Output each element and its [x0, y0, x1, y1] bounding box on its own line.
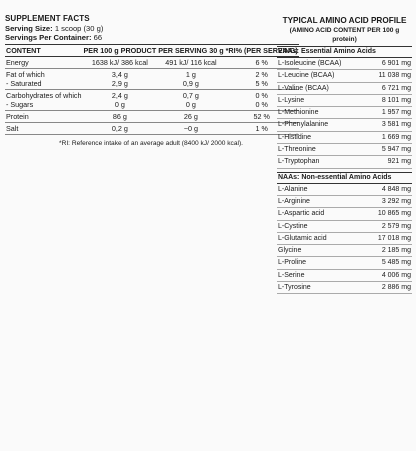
- nutrition-cell-subvalue: 0 g: [185, 100, 196, 109]
- amino-row: [277, 156, 412, 168]
- col-header-ri: *RI% (PER SERVING): [225, 46, 298, 55]
- serving-size-label: Serving Size:: [5, 24, 53, 33]
- nutrition-cell-value: 3,4 g: [111, 70, 128, 79]
- nutrition-cell: [5, 69, 83, 90]
- eaa-list: [277, 58, 412, 169]
- amino-value: 5 947 mg: [381, 146, 411, 154]
- nutrition-cell: [83, 90, 158, 111]
- amino-name: L-Phenylalanine: [278, 121, 329, 129]
- col-header-per-100g: PER 100 g PRODUCT: [83, 46, 157, 55]
- amino-row: [277, 208, 412, 220]
- amino-name: L-Threonine: [278, 146, 316, 154]
- nutrition-cell: [83, 69, 158, 90]
- nutrition-row: [5, 111, 299, 123]
- facts-title: SUPPLEMENT FACTS: [5, 14, 90, 23]
- nutrition-cell-value: 6 %: [255, 58, 268, 67]
- amino-value: 6 901 mg: [381, 60, 411, 67]
- nutrition-cell: [157, 90, 224, 111]
- servings-per-container: [5, 33, 267, 42]
- amino-name: L-Histidine: [278, 133, 312, 141]
- nutrition-cell: [157, 57, 224, 69]
- amino-name: L-Proline: [278, 259, 307, 267]
- nutrition-cell-value: 26 g: [183, 112, 198, 121]
- amino-name: L-Aspartic acid: [278, 210, 325, 218]
- nutrition-cell-value: Protein: [6, 112, 29, 121]
- naa-heading: NAAs: Non-essential Amino Acids: [277, 172, 412, 184]
- ri-footnote: *RI: Reference intake of an average adult (8400 kJ/ 2000 kcal).: [59, 140, 244, 147]
- amino-value: 1 669 mg: [381, 133, 411, 141]
- amino-name: L-Methionine: [278, 109, 319, 117]
- amino-value: 10 865 mg: [377, 210, 411, 218]
- amino-row: [277, 196, 412, 208]
- amino-value: 3 292 mg: [381, 197, 411, 205]
- nutrition-cell: [5, 57, 83, 69]
- amino-value: 4 006 mg: [381, 271, 411, 279]
- nutrition-cell-subvalue: 0 g: [114, 100, 125, 109]
- nutrition-cell: [157, 111, 224, 123]
- amino-row: [277, 95, 412, 107]
- amino-row: [277, 132, 412, 144]
- amino-name: Glycine: [278, 247, 302, 255]
- amino-value: 2 886 mg: [381, 284, 411, 292]
- amino-value: 8 101 mg: [381, 96, 411, 104]
- nutrition-cell-value: Energy: [6, 58, 29, 67]
- amino-value: 17 018 mg: [377, 234, 411, 242]
- naa-list: [277, 184, 412, 295]
- col-header-content: CONTENT: [5, 45, 83, 57]
- amino-row: [277, 144, 412, 156]
- nutrition-cell-value: Carbohydrates of which: [6, 91, 82, 100]
- amino-name: L-Lysine: [278, 96, 305, 104]
- amino-value: 4 848 mg: [381, 185, 411, 193]
- amino-value: 2 579 mg: [381, 222, 411, 230]
- amino-row: [277, 270, 412, 282]
- nutrition-cell: [157, 123, 224, 135]
- nutrition-cell-subvalue: 2,9 g: [111, 79, 128, 88]
- nutrition-cell-value: 52 %: [253, 112, 270, 121]
- amino-row: [277, 58, 412, 70]
- servings-label: Servings Per Container:: [5, 33, 92, 42]
- nutrition-header-row: [5, 45, 299, 57]
- amino-row: [277, 282, 412, 294]
- nutrition-row: [5, 90, 299, 111]
- amino-name: L-Valine (BCAA): [278, 84, 329, 92]
- nutrition-table: [5, 44, 299, 135]
- amino-row: [277, 245, 412, 257]
- nutrition-cell-subvalue: - Saturated: [6, 79, 42, 88]
- nutrition-cell-subvalue: 0 %: [255, 100, 268, 109]
- amino-value: 1 957 mg: [381, 109, 411, 117]
- amino-name: L-Glutamic acid: [278, 234, 327, 242]
- nutrition-cell: [83, 57, 158, 69]
- amino-subtitle: (AMINO ACID CONTENT PER 100 g protein): [289, 27, 400, 43]
- serving-size-value: 1 scoop (30 g): [54, 24, 104, 33]
- amino-name: L-Serine: [278, 271, 305, 279]
- amino-row: [277, 233, 412, 245]
- amino-value: 5 485 mg: [381, 259, 411, 267]
- nutrition-cell-value: 0,7 g: [182, 91, 199, 100]
- nutrition-cell-value: 86 g: [112, 112, 127, 121]
- amino-name: L-Tryptophan: [278, 158, 320, 166]
- nutrition-row: [5, 123, 299, 135]
- col-header-per-serving: PER SERVING 30 g: [158, 46, 224, 55]
- nutrition-cell-value: 1 %: [255, 124, 268, 133]
- nutrition-table-body: [5, 57, 299, 135]
- amino-title: TYPICAL AMINO ACID PROFILE: [282, 16, 407, 25]
- amino-value: 2 185 mg: [381, 247, 411, 255]
- amino-name: L-Cystine: [278, 222, 308, 230]
- amino-value: 921 mg: [387, 158, 411, 166]
- nutrition-cell-subvalue: 5 %: [255, 79, 268, 88]
- servings-value: 66: [93, 33, 103, 42]
- amino-name: L-Arginine: [278, 197, 310, 205]
- nutrition-cell-value: Salt: [6, 124, 19, 133]
- nutrition-cell: [157, 69, 224, 90]
- amino-row: [277, 119, 412, 131]
- amino-value: 3 581 mg: [381, 121, 411, 129]
- nutrition-cell-subvalue: 0,9 g: [182, 79, 199, 88]
- amino-value: 11 038 mg: [378, 72, 411, 80]
- nutrition-cell-value: 0,2 g: [111, 124, 128, 133]
- amino-row: [277, 184, 412, 196]
- eaa-heading: EAAs: Essential Amino Acids: [277, 46, 412, 58]
- nutrition-cell: [5, 123, 83, 135]
- amino-name: L-Leucine (BCAA): [278, 72, 335, 80]
- nutrition-cell-value: 1638 kJ/ 386 kcal: [91, 58, 148, 67]
- amino-name: L-Isoleucine (BCAA): [278, 60, 342, 67]
- amino-value: 6 721 mg: [381, 84, 411, 92]
- nutrition-row: [5, 69, 299, 90]
- nutrition-cell: [5, 111, 83, 123]
- nutrition-cell-value: Fat of which: [6, 70, 45, 79]
- nutrition-cell: [83, 123, 158, 135]
- amino-row: [277, 107, 412, 119]
- amino-row: [277, 221, 412, 233]
- nutrition-cell-value: ~0 g: [183, 124, 199, 133]
- nutrition-cell: [83, 111, 158, 123]
- nutrition-cell: [5, 90, 83, 111]
- nutrition-cell-value: 1 g: [185, 70, 196, 79]
- nutrition-cell-value: 0 %: [255, 91, 268, 100]
- amino-name: L-Alanine: [278, 185, 308, 193]
- amino-name: L-Tyrosine: [278, 284, 311, 292]
- amino-row: [277, 83, 412, 95]
- amino-acid-profile-panel: [277, 16, 412, 294]
- nutrition-cell-subvalue: - Sugars: [6, 100, 34, 109]
- serving-size: [5, 24, 267, 33]
- amino-row: [277, 257, 412, 269]
- nutrition-cell-value: 2,4 g: [111, 91, 128, 100]
- nutrition-cell-value: 2 %: [255, 70, 268, 79]
- nutrition-row: [5, 57, 299, 69]
- nutrition-cell-value: 491 kJ/ 116 kcal: [165, 58, 217, 67]
- amino-row: [277, 70, 412, 82]
